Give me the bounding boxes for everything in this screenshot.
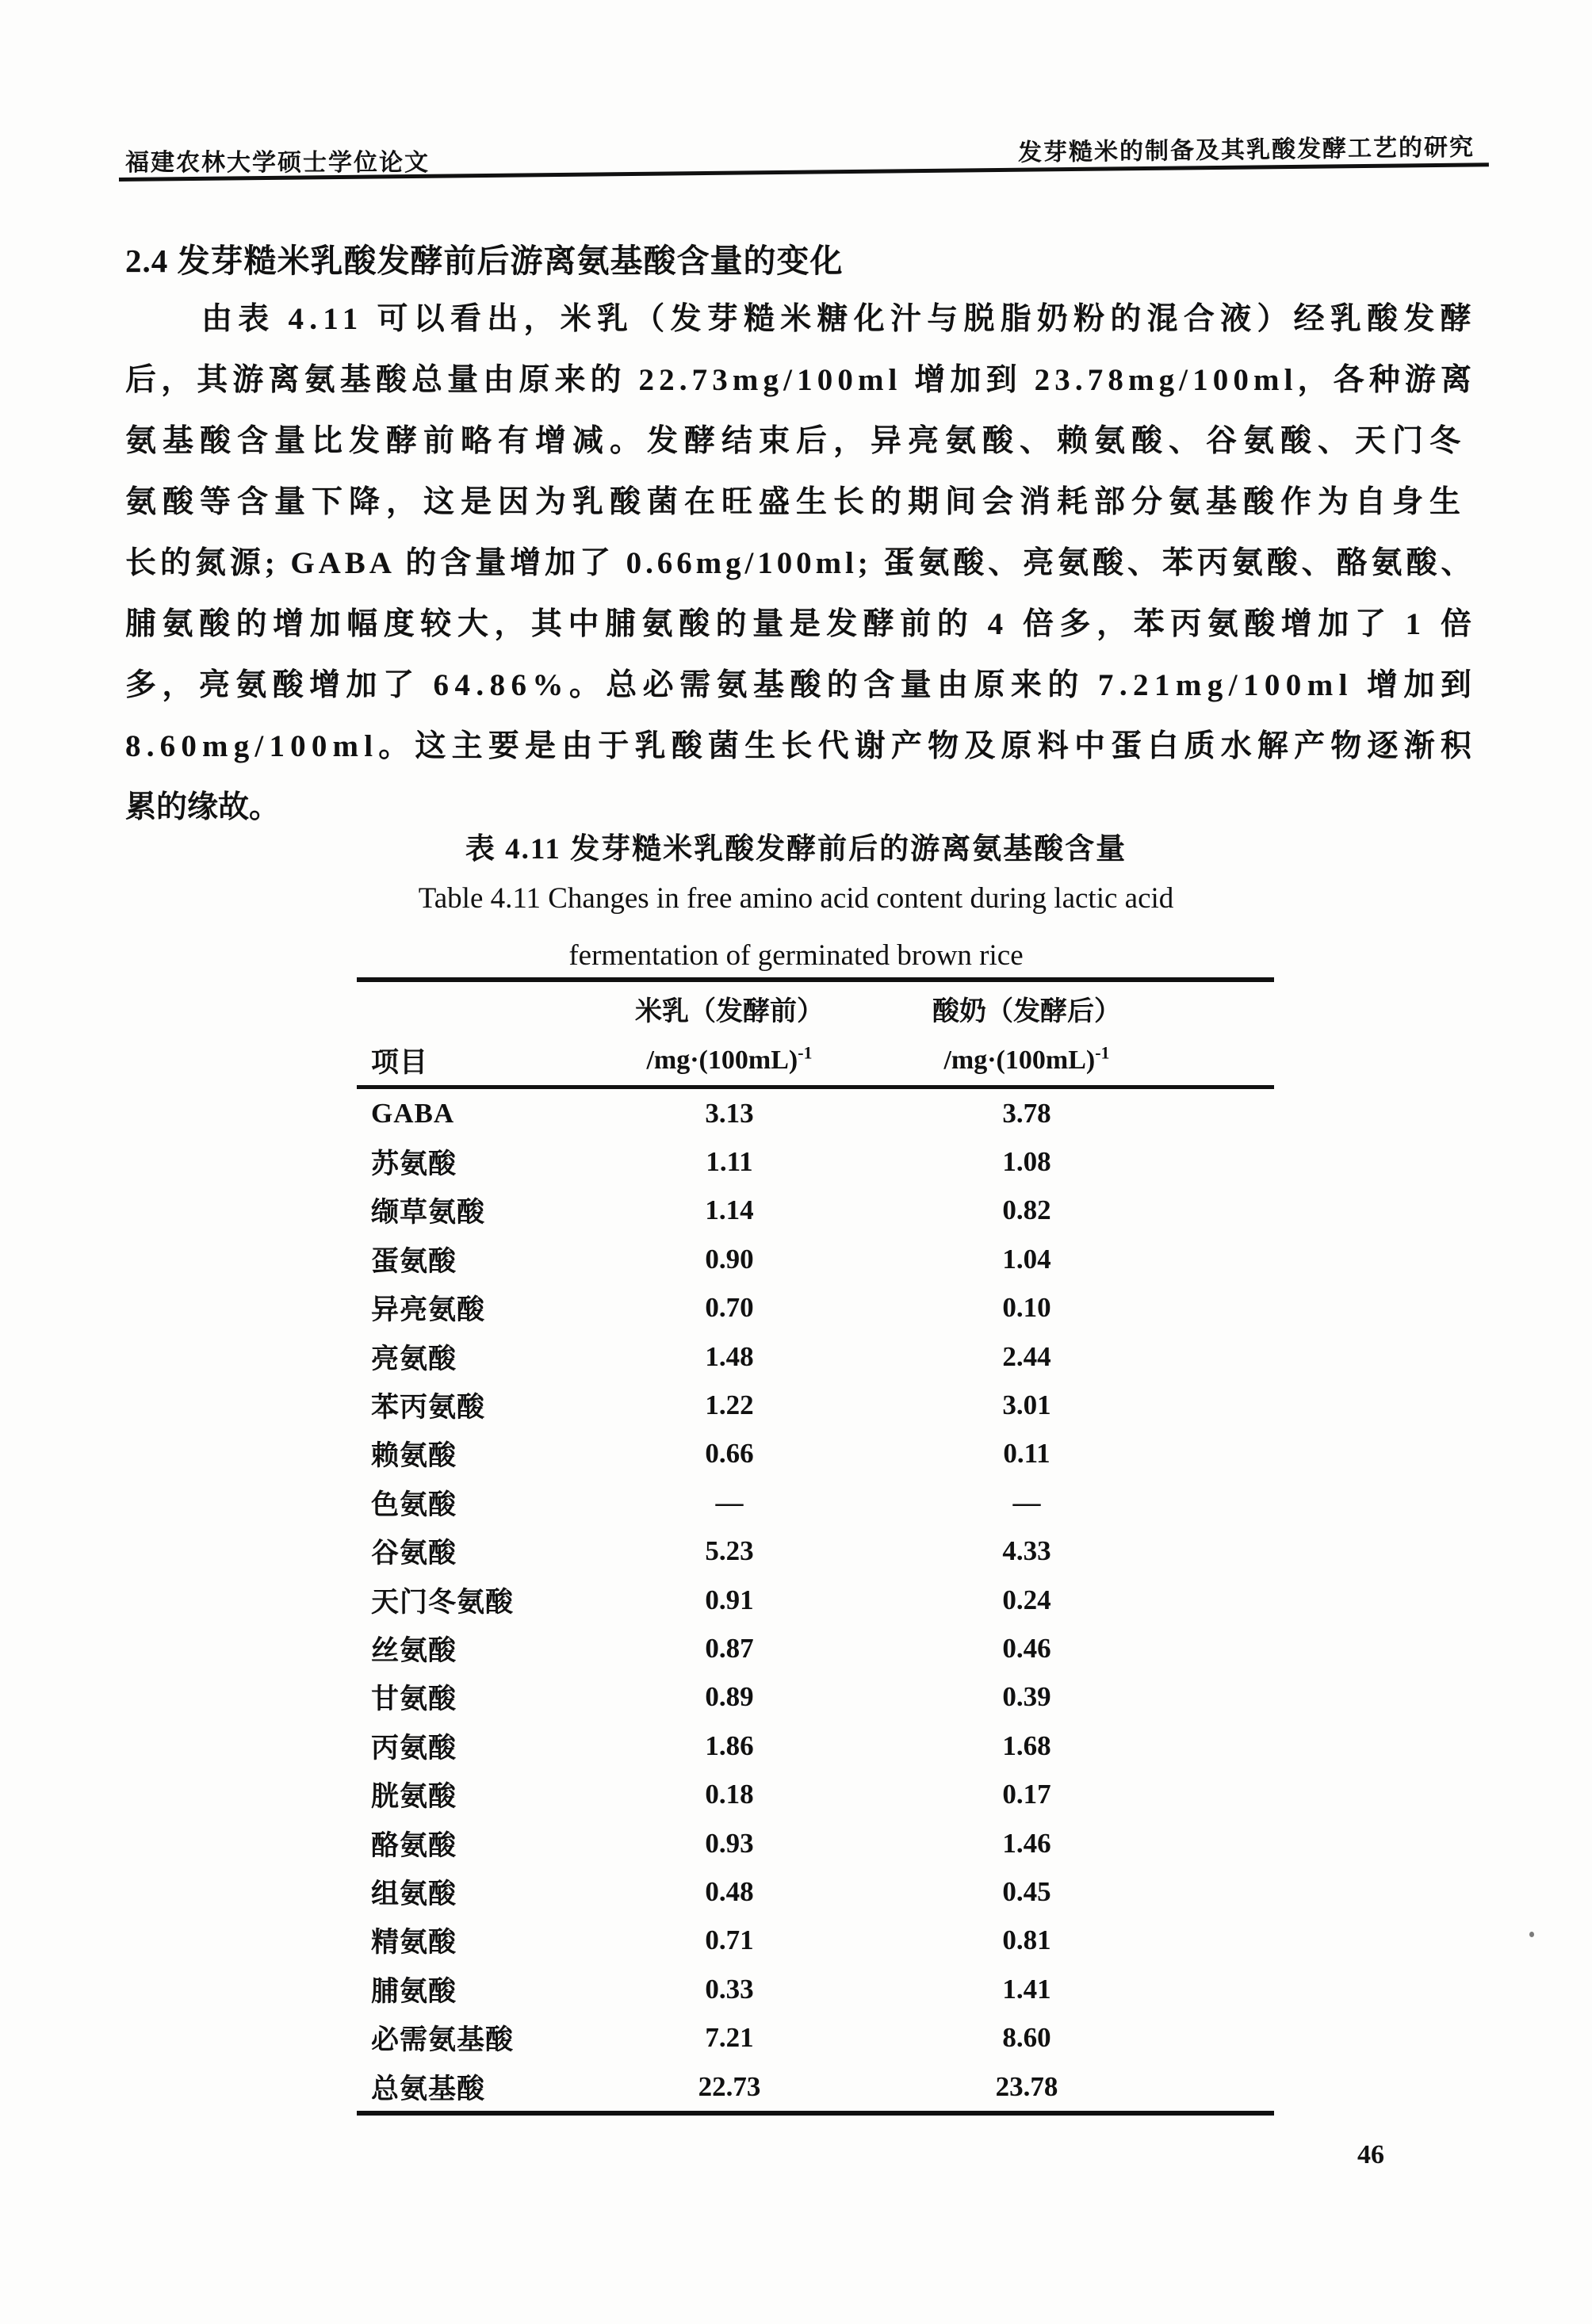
- table-caption-en-line2: fermentation of germinated brown rice: [568, 939, 1024, 972]
- cell-amino-acid: 亮氨酸: [371, 1343, 457, 1374]
- cell-value-after: 0.10: [1002, 1292, 1051, 1324]
- cell-value-before: 0.89: [705, 1681, 754, 1713]
- cell-value-before: 0.90: [705, 1243, 754, 1275]
- unit-header-before: $/mg\cdot(100mL)^{-1}$: [646, 1042, 813, 1075]
- table-bottom-rule: [357, 2111, 1274, 2116]
- cell-amino-acid: 天门冬氨酸: [371, 1586, 515, 1618]
- cell-amino-acid: 蛋氨酸: [371, 1245, 457, 1277]
- cell-value-before: 1.14: [705, 1194, 754, 1226]
- table-row: [357, 1381, 1274, 1429]
- cell-value-before: 5.23: [705, 1535, 754, 1567]
- cell-value-after: 1.41: [1002, 1973, 1051, 2005]
- cell-amino-acid: 胱氨酸: [371, 1781, 457, 1813]
- scan-speck: [1529, 1932, 1534, 1937]
- cell-amino-acid: 必需氨基酸: [371, 2024, 515, 2056]
- unit-header-after: $/mg\cdot(100mL)^{-1}$: [943, 1042, 1110, 1075]
- cell-value-before: 0.18: [705, 1779, 754, 1810]
- cell-value-before: 0.70: [705, 1292, 754, 1324]
- cell-amino-acid: 精氨酸: [371, 1927, 457, 1959]
- table-row: [357, 1770, 1274, 1818]
- running-head-left: 福建农林大学硕士学位论文: [125, 150, 430, 176]
- table-row: [357, 1819, 1274, 1867]
- cell-value-before: 1.48: [705, 1340, 754, 1372]
- cell-amino-acid: 丙氨酸: [371, 1732, 457, 1764]
- cell-value-after: 1.04: [1002, 1243, 1051, 1275]
- paragraph-line: 氨基酸含量比发酵前略有增减。发酵结束后，异亮氨酸、赖氨酸、谷氨酸、天门冬: [125, 423, 1468, 458]
- table-row: [357, 1430, 1274, 1478]
- table-row: [357, 1235, 1274, 1283]
- cell-amino-acid: GABA: [371, 1097, 455, 1129]
- table-unit-header-row: [357, 1035, 1274, 1085]
- cell-value-before: 0.33: [705, 1973, 754, 2005]
- cell-amino-acid: 赖氨酸: [371, 1440, 457, 1472]
- body-paragraph: [125, 285, 1478, 835]
- cell-value-before: 0.48: [705, 1875, 754, 1907]
- cell-amino-acid: 组氨酸: [371, 1878, 457, 1909]
- page-number: 46: [1357, 2140, 1384, 2169]
- cell-value-after: 0.45: [1002, 1875, 1051, 1907]
- cell-value-after: 1.08: [1002, 1146, 1051, 1178]
- paragraph-line: 多，亮氨酸增加了 64.86%。总必需氨基酸的含量由原来的 7.21mg/100ml 增加到: [125, 667, 1478, 702]
- table-row: [357, 1673, 1274, 1722]
- cell-value-after: 3.78: [1002, 1097, 1051, 1129]
- cell-value-after: 4.33: [1002, 1535, 1051, 1567]
- cell-value-after: 3.01: [1002, 1389, 1051, 1421]
- cell-value-before: 3.13: [705, 1097, 754, 1129]
- cell-value-before: 7.21: [705, 2022, 754, 2054]
- cell-value-after: 1.46: [1002, 1827, 1051, 1859]
- paragraph-line: 累的缘故。: [125, 789, 281, 824]
- cell-amino-acid: 缬草氨酸: [371, 1197, 486, 1229]
- cell-value-before: 0.91: [705, 1584, 754, 1615]
- table-row: [357, 2013, 1274, 2062]
- cell-value-before: 0.87: [705, 1632, 754, 1664]
- cell-value-after: 0.81: [1002, 1925, 1051, 1956]
- cell-value-before: 1.86: [705, 1730, 754, 1761]
- cell-value-after: 0.11: [1003, 1438, 1050, 1470]
- cell-value-before: 0.93: [705, 1827, 754, 1859]
- cell-value-after: 0.17: [1002, 1779, 1051, 1810]
- cell-value-after: 0.82: [1002, 1194, 1051, 1226]
- column-group-before: 米乳（发酵前）: [635, 997, 824, 1026]
- table-caption-zh: 表 4.11 发芽糙米乳酸发酵前后的游离氨基酸含量: [465, 833, 1127, 866]
- cell-value-before: 0.66: [705, 1438, 754, 1470]
- cell-value-before: 1.22: [705, 1389, 754, 1421]
- table-row: [357, 1332, 1274, 1381]
- table-row: [357, 1187, 1274, 1235]
- cell-amino-acid: 丝氨酸: [371, 1634, 457, 1666]
- cell-amino-acid: 脯氨酸: [371, 1975, 457, 2007]
- table-row: [357, 1576, 1274, 1624]
- table-caption-en-line1: Table 4.11 Changes in free amino acid content during lactic acid: [418, 882, 1174, 915]
- paragraph-line: 长的氮源; GABA 的含量增加了 0.66mg/100ml; 蛋氨酸、亮氨酸、苯丙氨酸、酪氨酸、: [125, 545, 1476, 580]
- paragraph-line: 氨酸等含量下降，这是因为乳酸菌在旺盛生长的期间会消耗部分氨基酸作为自身生: [125, 484, 1468, 519]
- cell-amino-acid: 酪氨酸: [371, 1829, 457, 1861]
- cell-value-before: —: [715, 1486, 744, 1518]
- cell-amino-acid: 总氨基酸: [371, 2073, 486, 2104]
- cell-amino-acid: 苯丙氨酸: [371, 1392, 486, 1424]
- running-head-right: 发芽糙米的制备及其乳酸发酵工艺的研究: [1017, 134, 1475, 166]
- paragraph-line: 8.60mg/100ml。这主要是由于乳酸菌生长代谢产物及原料中蛋白质水解产物逐渐积: [125, 728, 1478, 763]
- table-row: [357, 1867, 1274, 1916]
- unit-superscript: -1: [1095, 1042, 1110, 1063]
- table-row: [357, 1089, 1274, 1137]
- cell-value-after: 2.44: [1002, 1340, 1051, 1372]
- cell-amino-acid: 甘氨酸: [371, 1684, 457, 1715]
- paragraph-line: 由表 4.11 可以看出，米乳（发芽糙米糖化汁与脱脂奶粉的混合液）经乳酸发酵: [201, 301, 1477, 336]
- cell-value-after: 1.68: [1002, 1730, 1051, 1761]
- cell-value-after: 0.39: [1002, 1681, 1051, 1713]
- cell-value-before: 22.73: [698, 2070, 761, 2102]
- cell-value-before: 0.71: [705, 1925, 754, 1956]
- cell-value-after: 0.46: [1002, 1632, 1051, 1664]
- cell-value-after: —: [1012, 1486, 1041, 1518]
- unit-superscript: -1: [798, 1042, 813, 1063]
- table-body: [357, 1089, 1274, 2111]
- table-row: [357, 1478, 1274, 1527]
- cell-amino-acid: 苏氨酸: [371, 1149, 457, 1180]
- table-row: [357, 1624, 1274, 1672]
- table-row: [357, 1527, 1274, 1576]
- cell-amino-acid: 谷氨酸: [371, 1538, 457, 1569]
- amino-acid-table: [357, 977, 1274, 2116]
- table-row: [357, 1965, 1274, 2013]
- table-group-header-row: [357, 982, 1274, 1035]
- table-row: [357, 1722, 1274, 1770]
- cell-amino-acid: 色氨酸: [371, 1489, 457, 1520]
- paragraph-line: 脯氨酸的增加幅度较大，其中脯氨酸的量是发酵前的 4 倍多，苯丙氨酸增加了 1 倍: [125, 606, 1478, 641]
- column-group-after: 酸奶（发酵后）: [932, 997, 1121, 1026]
- cell-value-after: 23.78: [995, 2070, 1058, 2102]
- cell-value-after: 8.60: [1002, 2022, 1051, 2054]
- table-row: [357, 1137, 1274, 1186]
- table-row: [357, 1917, 1274, 1965]
- cell-value-before: 1.11: [706, 1146, 753, 1178]
- item-column-header: 项目: [371, 1046, 429, 1078]
- paragraph-line: 后，其游离氨基酸总量由原来的 22.73mg/100ml 增加到 23.78mg/100ml，各种游离: [125, 362, 1477, 397]
- cell-amino-acid: 异亮氨酸: [371, 1294, 486, 1326]
- section-heading: 2.4 发芽糙米乳酸发酵前后游离氨基酸含量的变化: [125, 243, 844, 279]
- table-row: [357, 2062, 1274, 2111]
- table-row: [357, 1284, 1274, 1332]
- cell-value-after: 0.24: [1002, 1584, 1051, 1615]
